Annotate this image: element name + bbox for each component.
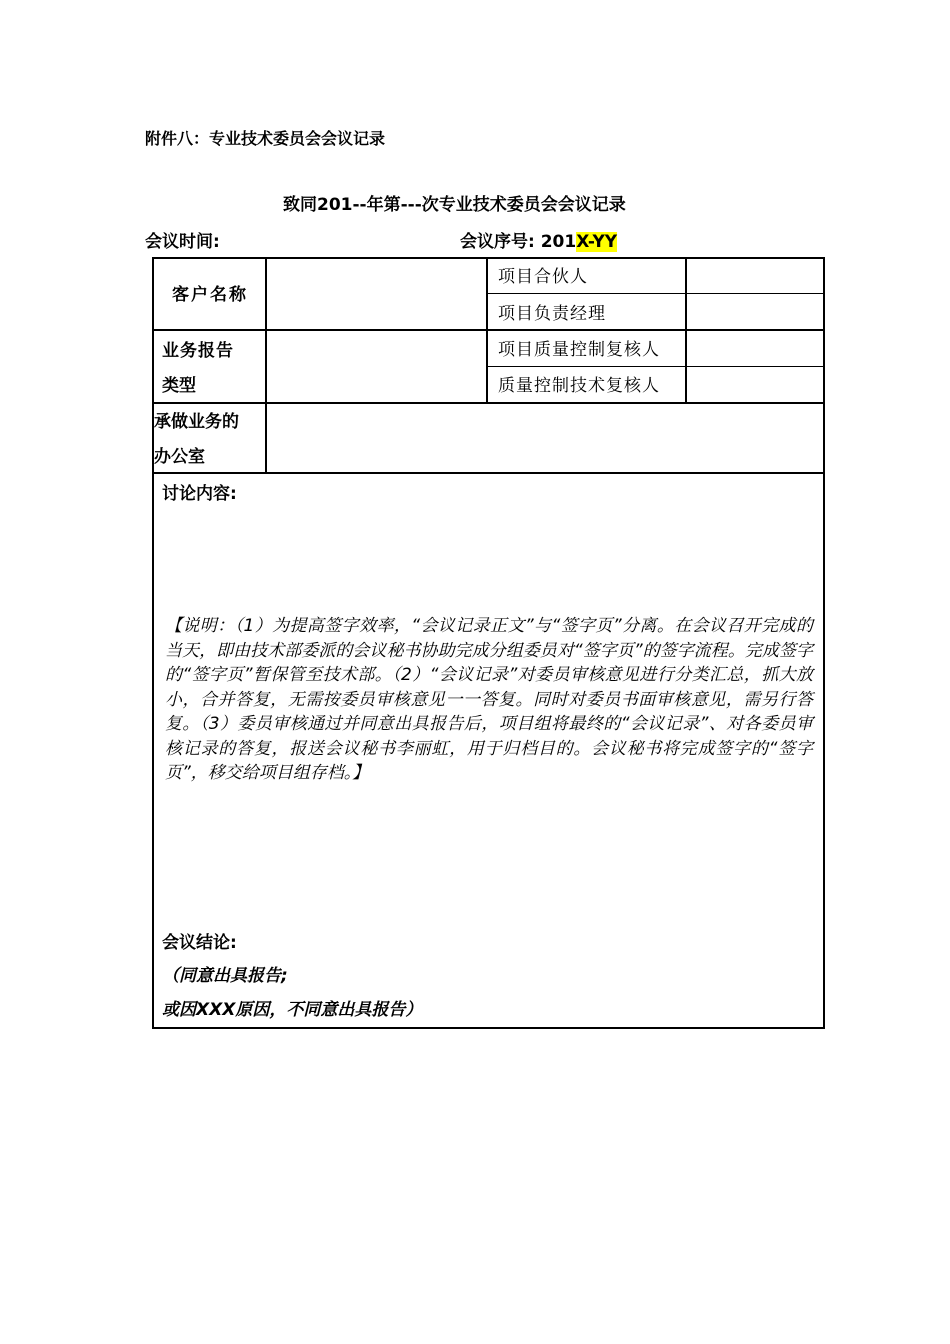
attachment-heading: 附件八：专业技术委员会会议记录 — [145, 129, 386, 148]
form-border-bottom — [152, 1027, 825, 1029]
divider-role-column — [486, 257, 488, 404]
office-label-line2: 办公室 — [154, 447, 205, 467]
discussion-label: 讨论内容: — [162, 484, 237, 504]
divider-roles-1 — [486, 293, 823, 294]
role-qc-reviewer-label: 项目质量控制复核人 — [498, 340, 660, 360]
divider-row-3 — [152, 472, 823, 474]
divider-signer-column — [685, 257, 687, 404]
instruction-note: 【说明：（1）为提高签字效率，“会议记录正文”与“签字页”分离。在会议召开完成的当天，即由技术部委派的会议秘书协助完成分组委员对“签字页”的签字流程。完成签字的“签字页”暂保管至技术部。（2）“会议记录”对委员审核意见进行分类汇总，抓大放小，合并答复，无需按委员审核意见一一答复。同时对委员书面审核意见，需另行答复。（3）委员审核通过并同意出具报告后，项目组将最终的“会议记录”、对各委员审核记录的答复，报送会议秘书李丽虹，用于归档目的。会议秘书将完成签字的“签字页”，移交给项目组存档。】 — [165, 616, 813, 783]
role-manager-label: 项目负责经理 — [498, 304, 606, 324]
office-label-line1: 承做业务的 — [154, 412, 239, 432]
client-name-label: 客户名称 — [172, 285, 248, 305]
role-partner-label: 项目合伙人 — [498, 267, 588, 287]
form-border-top — [152, 257, 825, 259]
meeting-sequence — [460, 227, 617, 252]
role-technical-reviewer-label: 质量控制技术复核人 — [498, 376, 660, 396]
divider-roles-2 — [486, 366, 823, 367]
form-border-right — [823, 257, 825, 1029]
conclusion-option-approve: （同意出具报告; — [162, 966, 288, 986]
report-type-label-line1: 业务报告 — [162, 341, 234, 361]
divider-label-column — [265, 257, 267, 474]
document-title: 致同201--年第---次专业技术委员会会议记录 — [283, 195, 626, 215]
meeting-sequence-label: 会议序号: 201 — [460, 232, 577, 252]
form-border-left — [152, 257, 154, 1029]
report-type-label-line2: 类型 — [162, 376, 196, 396]
meeting-sequence-highlight: X-YY — [576, 232, 618, 252]
conclusion-label: 会议结论: — [162, 933, 237, 953]
meeting-time-label: 会议时间: — [145, 232, 220, 252]
meeting-record-form — [152, 257, 825, 1029]
conclusion-option-reject: 或因XXX原因，不同意出具报告） — [162, 1000, 423, 1020]
